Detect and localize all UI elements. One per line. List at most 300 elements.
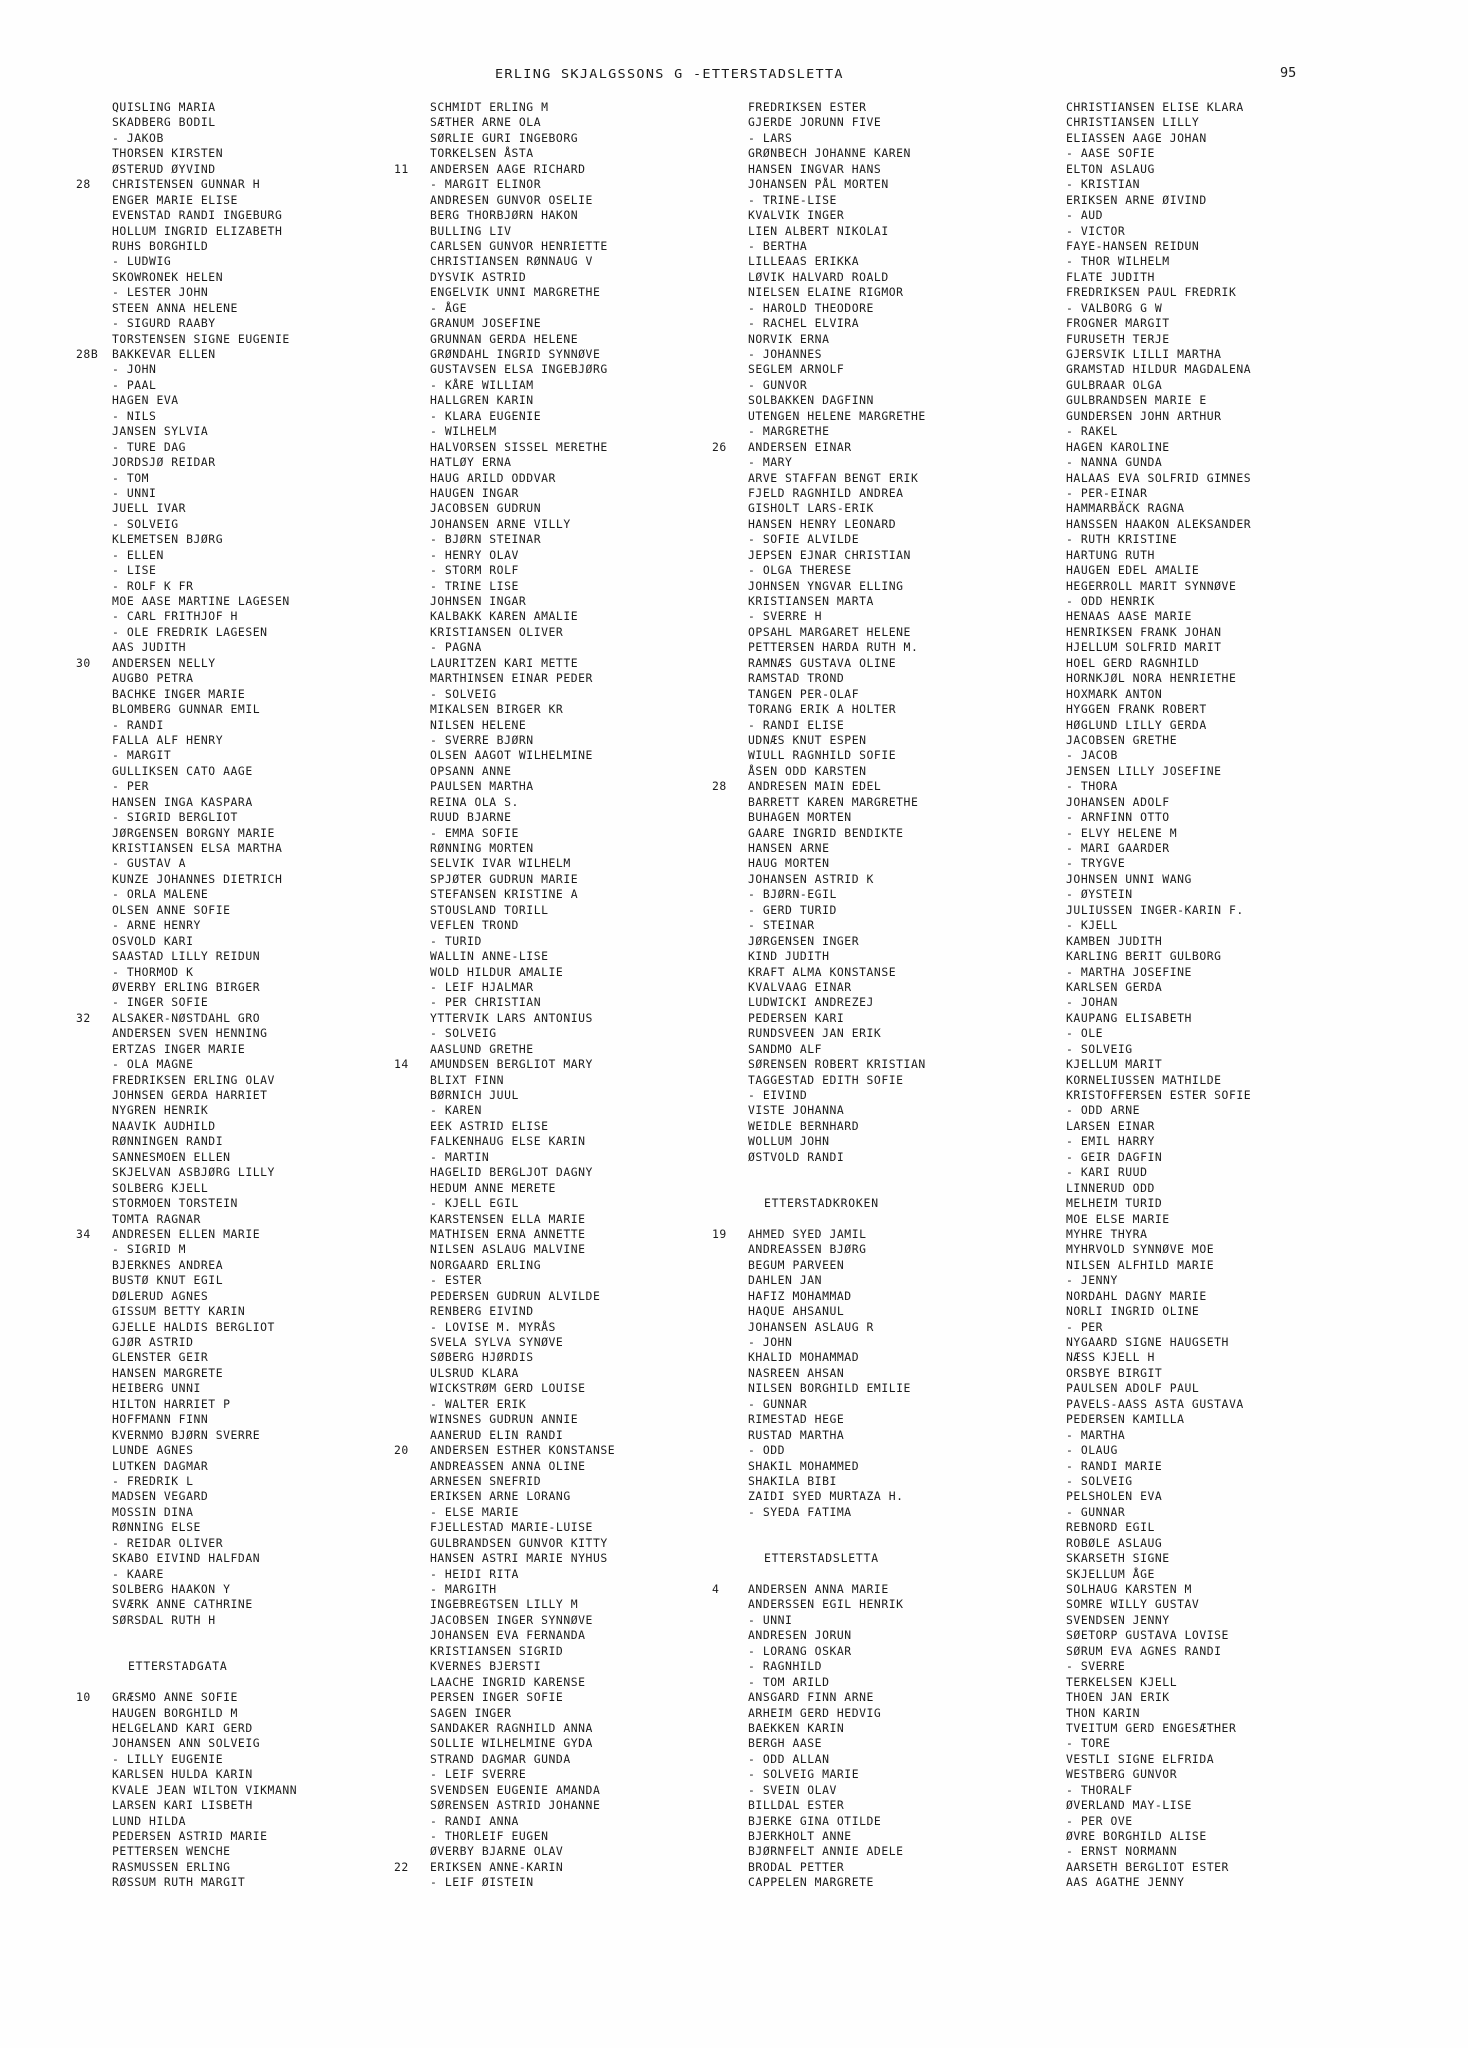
resident-name: - THORALF: [1066, 1782, 1133, 1797]
resident-entry: [712, 1783, 1047, 1798]
resident-entry: [712, 1443, 1047, 1458]
resident-name: - ARNFINN OTTO: [1066, 810, 1170, 825]
resident-entry: [712, 1675, 1047, 1690]
resident-entry: [1030, 224, 1365, 239]
resident-name: ANSGARD FINN ARNE: [748, 1690, 874, 1705]
resident-name: - ÅGE: [430, 300, 468, 315]
resident-entry: [76, 764, 411, 779]
resident-name: HOLLUM INGRID ELIZABETH: [112, 223, 283, 238]
resident-name: ØVRE BORGHILD ALISE: [1066, 1829, 1207, 1843]
resident-entry: [76, 1860, 411, 1875]
resident-name: AAS AGATHE JENNY: [1066, 1875, 1185, 1890]
house-number: 11: [394, 161, 409, 176]
blank-line: [712, 1181, 1047, 1196]
resident-entry: [394, 841, 729, 856]
blank-line: [712, 1520, 1047, 1535]
resident-entry: [712, 1597, 1047, 1612]
resident-entry: [394, 795, 729, 810]
resident-entry: [1030, 625, 1365, 640]
resident-entry: [394, 115, 729, 130]
resident-name: THORSEN KIRSTEN: [112, 146, 224, 161]
resident-name: WESTBERG GUNVOR: [1066, 1767, 1178, 1782]
resident-entry: [76, 1520, 411, 1535]
resident-entry: [712, 1088, 1047, 1103]
resident-name: HEDUM ANNE MERETE: [430, 1180, 556, 1195]
resident-entry: [394, 1073, 729, 1088]
resident-entry: [712, 193, 1047, 208]
resident-entry: [1030, 1659, 1365, 1674]
resident-entry: [712, 856, 1047, 871]
street-name: ETTERSTADGATA: [128, 1659, 228, 1674]
house-number: 28B: [76, 347, 99, 361]
resident-entry: [76, 1273, 411, 1288]
resident-entry: [712, 841, 1047, 856]
resident-entry: [394, 1320, 729, 1335]
resident-entry: [76, 254, 411, 269]
resident-name: AANERUD ELIN RANDI: [430, 1427, 564, 1442]
resident-name: RENBERG EIVIND: [430, 1304, 534, 1319]
resident-name: RAMSTAD TROND: [748, 671, 845, 686]
resident-entry: [1030, 1752, 1365, 1767]
resident-name: SANDMO ALF: [748, 1041, 823, 1056]
resident-entry: [394, 193, 729, 208]
resident-entry: [1030, 378, 1365, 393]
resident-name: KRISTIANSEN MARTA: [748, 594, 874, 608]
resident-name: GRANUM JOSEFINE: [430, 316, 542, 331]
resident-entry: [394, 517, 729, 532]
resident-name: - NANNA GUNDA: [1066, 455, 1163, 470]
resident-name: BEGUM PARVEEN: [748, 1257, 845, 1272]
resident-entry: [76, 1844, 411, 1859]
resident-name: NORVIK ERNA: [748, 331, 830, 346]
resident-entry: [712, 1026, 1047, 1041]
resident-entry: [712, 1613, 1047, 1628]
resident-name: SHAKILA BIBI: [748, 1473, 837, 1488]
resident-name: ANDERSSEN EGIL HENRIK: [748, 1597, 904, 1612]
resident-entry: [712, 1304, 1047, 1319]
resident-entry: [76, 100, 411, 115]
resident-name: OPSAHL MARGARET HELENE: [748, 624, 911, 639]
resident-name: SOLBERG HAAKON Y: [112, 1582, 231, 1596]
resident-entry: [1030, 471, 1365, 486]
resident-name: - BJØRN-EGIL: [748, 887, 837, 902]
resident-name: KRAFT ALMA KONSTANSE: [748, 964, 897, 979]
resident-entry: [1030, 995, 1365, 1010]
resident-entry: [394, 1150, 729, 1165]
resident-entry: [1030, 1860, 1365, 1875]
resident-entry: [76, 471, 411, 486]
resident-name: ENGER MARIE ELISE: [112, 192, 238, 207]
resident-name: STRAND DAGMAR GUNDA: [430, 1751, 571, 1766]
resident-entry: [394, 1474, 729, 1489]
resident-name: JEPSEN EJNAR CHRISTIAN: [748, 547, 911, 562]
resident-name: - RUTH KRISTINE: [1066, 532, 1178, 547]
resident-entry: [394, 1212, 729, 1227]
resident-name: KAUPANG ELISABETH: [1066, 1010, 1192, 1025]
resident-name: NASREEN AHSAN: [748, 1365, 845, 1380]
resident-name: AAS JUDITH: [112, 640, 187, 655]
resident-name: - SIGURD RAABY: [112, 316, 216, 331]
resident-name: JACOBSEN GRETHE: [1066, 732, 1178, 747]
resident-entry: [394, 1227, 729, 1242]
resident-name: - SVEIN OLAV: [748, 1782, 837, 1797]
resident-entry: [394, 1412, 729, 1427]
resident-entry: [1030, 671, 1365, 686]
resident-entry: [394, 980, 729, 995]
column-4: [1030, 100, 1365, 1891]
resident-entry: [712, 625, 1047, 640]
resident-entry: [76, 1103, 411, 1118]
resident-entry: [712, 424, 1047, 439]
resident-name: HAUG ARILD ODDVAR: [430, 470, 556, 485]
resident-entry: [1030, 779, 1365, 794]
street-name: ETTERSTADSLETTA: [764, 1551, 879, 1566]
resident-entry: [76, 826, 411, 841]
resident-name: ULSRUD KLARA: [430, 1365, 519, 1380]
resident-entry: [1030, 1582, 1365, 1597]
resident-entry: [394, 687, 729, 702]
house-number: 22: [394, 1859, 409, 1874]
resident-entry: [712, 409, 1047, 424]
resident-name: - TORE: [1066, 1736, 1111, 1751]
resident-entry: [394, 1582, 729, 1597]
resident-name: GAARE INGRID BENDIKTE: [748, 825, 904, 840]
resident-name: - RACHEL ELVIRA: [748, 316, 860, 331]
resident-name: - HAROLD THEODORE: [748, 300, 874, 315]
resident-name: ANDERSEN AAGE RICHARD: [430, 161, 586, 176]
resident-entry: [712, 254, 1047, 269]
resident-entry: [1030, 810, 1365, 825]
resident-name: FREDRIKSEN PAUL FREDRIK: [1066, 285, 1237, 300]
resident-name: SANDAKER RAGNHILD ANNA: [430, 1720, 593, 1735]
resident-entry: [76, 1412, 411, 1427]
resident-entry: [1030, 1026, 1365, 1041]
resident-entry: [1030, 903, 1365, 918]
resident-name: - MARTHA: [1066, 1427, 1126, 1442]
resident-entry: [1030, 1505, 1365, 1520]
resident-name: ANDREASSEN BJØRG: [748, 1242, 867, 1257]
house-number: 34: [76, 1226, 91, 1241]
resident-entry: [394, 532, 729, 547]
resident-entry: [712, 285, 1047, 300]
blank-line: [712, 1212, 1047, 1227]
resident-entry: [1030, 1212, 1365, 1227]
street-heading: [712, 1196, 1047, 1211]
resident-entry: [712, 810, 1047, 825]
resident-name: PETTERSEN HARDA RUTH M.: [748, 640, 919, 655]
resident-entry: [712, 563, 1047, 578]
resident-name: HORNKJØL NORA HENRIETHE: [1066, 671, 1237, 686]
resident-entry: [712, 239, 1047, 254]
resident-name: - CARL FRITHJOF H: [112, 609, 238, 624]
resident-name: VESTLI SIGNE ELFRIDA: [1066, 1751, 1215, 1766]
resident-name: - GEIR DAGFIN: [1066, 1149, 1163, 1164]
resident-entry: [712, 965, 1047, 980]
resident-name: - ERNST NORMANN: [1066, 1844, 1178, 1859]
running-header: ERLING SKJALGSSONS G -ETTERSTADSLETTA: [495, 66, 844, 82]
resident-name: CHRISTIANSEN LILLY: [1066, 115, 1200, 130]
resident-entry: [712, 362, 1047, 377]
resident-entry: [76, 162, 411, 177]
resident-entry: [712, 501, 1047, 516]
resident-name: - OLE: [1066, 1026, 1104, 1041]
resident-entry: [394, 1736, 729, 1751]
resident-entry: [394, 1567, 729, 1582]
resident-name: TAGGESTAD EDITH SOFIE: [748, 1072, 904, 1087]
resident-name: - ELVY HELENE M: [1066, 825, 1178, 840]
resident-entry: [712, 1103, 1047, 1118]
resident-name: RUSTAD MARTHA: [748, 1427, 845, 1442]
resident-entry: [712, 1273, 1047, 1288]
resident-entry: [712, 332, 1047, 347]
resident-name: BUSTØ KNUT EGIL: [112, 1273, 224, 1288]
resident-name: ROBØLE ASLAUG: [1066, 1535, 1163, 1550]
resident-name: HAMMARBÄCK RAGNA: [1066, 501, 1185, 516]
resident-entry: [712, 347, 1047, 362]
resident-entry: [1030, 795, 1365, 810]
resident-name: SØETORP GUSTAVA LOVISE: [1066, 1628, 1229, 1643]
resident-name: - SOLVEIG: [430, 686, 497, 701]
resident-name: OLSEN AAGOT WILHELMINE: [430, 748, 593, 763]
resident-name: - FREDRIK L: [112, 1473, 194, 1488]
resident-entry: [76, 501, 411, 516]
resident-entry: [1030, 1721, 1365, 1736]
resident-entry: [76, 378, 411, 393]
resident-entry: [712, 733, 1047, 748]
resident-entry: [394, 332, 729, 347]
resident-name: JACOBSEN GUDRUN: [430, 501, 542, 516]
resident-name: - GUNVOR: [748, 377, 808, 392]
resident-entry: [394, 563, 729, 578]
resident-name: TOMTA RAGNAR: [112, 1211, 201, 1226]
resident-entry: [76, 1551, 411, 1566]
resident-entry: [712, 1844, 1047, 1859]
resident-entry: [76, 1613, 411, 1628]
resident-name: - MARGITH: [430, 1582, 497, 1596]
resident-entry: [76, 625, 411, 640]
resident-entry: [712, 640, 1047, 655]
resident-name: DØLERUD AGNES: [112, 1288, 209, 1303]
resident-entry: [76, 1875, 411, 1890]
resident-entry: [394, 1397, 729, 1412]
resident-entry: [394, 1551, 729, 1566]
resident-name: NYGREN HENRIK: [112, 1103, 209, 1118]
resident-entry: [76, 1829, 411, 1844]
resident-entry: [1030, 1150, 1365, 1165]
resident-name: - JOHAN: [1066, 995, 1118, 1010]
resident-name: VEFLEN TROND: [430, 918, 519, 933]
resident-entry: [394, 1520, 729, 1535]
column-1: [76, 100, 411, 1891]
resident-name: BJØRNFELT ANNIE ADELE: [748, 1844, 904, 1859]
resident-name: HAUGEN BORGHILD M: [112, 1705, 238, 1720]
resident-name: ÅSEN ODD KARSTEN: [748, 763, 867, 778]
resident-entry: [712, 440, 1047, 455]
resident-entry: [712, 316, 1047, 331]
resident-name: - OLE FREDRIK LAGESEN: [112, 624, 268, 639]
resident-entry: [712, 795, 1047, 810]
resident-entry: [394, 100, 729, 115]
resident-entry: [76, 563, 411, 578]
resident-name: ANDRESEN MAIN EDEL: [748, 779, 882, 794]
resident-entry: [712, 1829, 1047, 1844]
resident-name: GRÆSMO ANNE SOFIE: [112, 1690, 238, 1705]
resident-name: HOXMARK ANTON: [1066, 686, 1163, 701]
resident-name: - HEIDI RITA: [430, 1566, 519, 1581]
resident-name: ARNESEN SNEFRID: [430, 1473, 542, 1488]
resident-name: WIULL RAGNHILD SOFIE: [748, 748, 897, 763]
resident-entry: [1030, 1320, 1365, 1335]
resident-name: - KARI RUUD: [1066, 1165, 1148, 1180]
resident-entry: [76, 409, 411, 424]
resident-name: JOHANSEN PÅL MORTEN: [748, 177, 889, 192]
resident-entry: [394, 409, 729, 424]
resident-name: - TURID: [430, 933, 482, 948]
resident-entry: [1030, 733, 1365, 748]
street-name: ETTERSTADKROKEN: [764, 1196, 879, 1211]
resident-name: MOSSIN DINA: [112, 1504, 194, 1519]
resident-name: FLATE JUDITH: [1066, 269, 1155, 284]
resident-name: LAURITZEN KARI METTE: [430, 655, 579, 670]
resident-entry: [712, 887, 1047, 902]
resident-entry: [712, 1397, 1047, 1412]
resident-entry: [76, 779, 411, 794]
resident-name: SKARSETH SIGNE: [1066, 1551, 1170, 1566]
resident-entry: [76, 115, 411, 130]
resident-name: KARLSEN GERDA: [1066, 979, 1163, 994]
resident-name: - ELSE MARIE: [430, 1504, 519, 1519]
resident-entry: [1030, 563, 1365, 578]
resident-name: RASMUSSEN ERLING: [112, 1859, 231, 1874]
resident-entry: [1030, 1428, 1365, 1443]
resident-entry: [1030, 718, 1365, 733]
resident-entry: [76, 640, 411, 655]
resident-name: TORSTENSEN SIGNE EUGENIE: [112, 331, 290, 346]
resident-entry: [394, 177, 729, 192]
resident-entry: [1030, 1412, 1365, 1427]
resident-name: GULBRANDSEN MARIE E: [1066, 393, 1207, 408]
resident-entry: [394, 671, 729, 686]
column-2: [394, 100, 729, 1891]
resident-name: FALLA ALF HENRY: [112, 732, 224, 747]
resident-entry: [712, 872, 1047, 887]
resident-entry: [712, 1814, 1047, 1829]
resident-entry: [394, 594, 729, 609]
resident-entry: [394, 872, 729, 887]
resident-name: ØVERBY ERLING BIRGER: [112, 979, 261, 994]
resident-entry: [712, 1659, 1047, 1674]
resident-entry: [394, 1273, 729, 1288]
resident-entry: [1030, 1103, 1365, 1118]
resident-name: HANSEN INGVAR HANS: [748, 161, 882, 176]
resident-name: BLOMBERG GUNNAR EMIL: [112, 702, 261, 717]
resident-name: BJERKNES ANDREA: [112, 1257, 224, 1272]
resident-name: HANSSEN HAAKON ALEKSANDER: [1066, 516, 1252, 531]
resident-name: GRAMSTAD HILDUR MAGDALENA: [1066, 362, 1252, 377]
resident-entry: [1030, 887, 1365, 902]
resident-name: PAULSEN ADOLF PAUL: [1066, 1381, 1200, 1396]
resident-name: ZAIDI SYED MURTAZA H.: [748, 1489, 904, 1504]
resident-entry: [712, 1057, 1047, 1072]
resident-name: AMUNDSEN BERGLIOT MARY: [430, 1057, 593, 1072]
resident-entry: [76, 224, 411, 239]
resident-entry: [1030, 208, 1365, 223]
resident-name: TVEITUM GERD ENGESÆTHER: [1066, 1720, 1237, 1735]
resident-name: BUHAGEN MORTEN: [748, 810, 852, 825]
resident-name: GULLIKSEN CATO AAGE: [112, 763, 253, 778]
resident-entry: [76, 1289, 411, 1304]
resident-name: MARTHINSEN EINAR PEDER: [430, 671, 593, 686]
resident-entry: [1030, 872, 1365, 887]
resident-entry: [394, 579, 729, 594]
resident-entry: [712, 1628, 1047, 1643]
house-number: 26: [712, 439, 727, 454]
resident-name: DYSVIK ASTRID: [430, 269, 527, 284]
resident-name: - LISE: [112, 563, 157, 578]
resident-entry: [76, 1119, 411, 1134]
resident-entry: [394, 1860, 729, 1875]
resident-entry: [76, 810, 411, 825]
resident-entry: [712, 1860, 1047, 1875]
resident-name: - OLGA THERESE: [748, 563, 852, 578]
resident-name: DAHLEN JAN: [748, 1273, 823, 1288]
resident-name: HEGERROLL MARIT SYNNØVE: [1066, 578, 1237, 593]
resident-name: JØRGENSEN INGER: [748, 933, 860, 948]
resident-entry: [712, 1350, 1047, 1365]
resident-name: FREDRIKSEN ESTER: [748, 100, 867, 114]
resident-name: MIKALSEN BIRGER KR: [430, 702, 564, 717]
resident-entry: [76, 1397, 411, 1412]
resident-name: RØNNING MORTEN: [430, 841, 534, 855]
resident-entry: [1030, 1073, 1365, 1088]
resident-name: - TRINE-LISE: [748, 192, 837, 207]
resident-entry: [712, 208, 1047, 223]
resident-name: - LEIF HJALMAR: [430, 979, 534, 994]
resident-name: ANDREASSEN ANNA OLINE: [430, 1458, 586, 1473]
resident-name: PEDERSEN KAMILLA: [1066, 1412, 1185, 1427]
resident-entry: [1030, 1011, 1365, 1026]
resident-entry: [76, 1567, 411, 1582]
resident-entry: [712, 995, 1047, 1010]
resident-name: JOHANSEN ASLAUG R: [748, 1319, 874, 1334]
resident-entry: [1030, 1644, 1365, 1659]
resident-name: HENRIKSEN FRANK JOHAN: [1066, 624, 1222, 639]
resident-entry: [1030, 1273, 1365, 1288]
resident-entry: [1030, 548, 1365, 563]
resident-entry: [394, 1088, 729, 1103]
resident-name: BRODAL PETTER: [748, 1859, 845, 1874]
resident-entry: [712, 980, 1047, 995]
resident-entry: [394, 656, 729, 671]
resident-name: LARSEN EINAR: [1066, 1118, 1155, 1133]
resident-name: ØVERLAND MAY-LISE: [1066, 1798, 1192, 1813]
resident-entry: [76, 1752, 411, 1767]
resident-name: STEFANSEN KRISTINE A: [430, 887, 579, 902]
resident-name: HJELLUM SOLFRID MARIT: [1066, 640, 1222, 655]
resident-name: ARVE STAFFAN BENGT ERIK: [748, 470, 919, 485]
resident-name: BJERKHOLT ANNE: [748, 1829, 852, 1843]
resident-entry: [394, 440, 729, 455]
resident-entry: [1030, 517, 1365, 532]
resident-entry: [1030, 440, 1365, 455]
resident-name: ANDRESEN ELLEN MARIE: [112, 1226, 261, 1241]
resident-name: - MARTHA JOSEFINE: [1066, 964, 1192, 979]
resident-entry: [1030, 1613, 1365, 1628]
resident-name: TANGEN PER-OLAF: [748, 686, 860, 701]
resident-name: ERIKSEN ARNE LORANG: [430, 1489, 571, 1504]
resident-entry: [394, 1350, 729, 1365]
resident-entry: [76, 1783, 411, 1798]
